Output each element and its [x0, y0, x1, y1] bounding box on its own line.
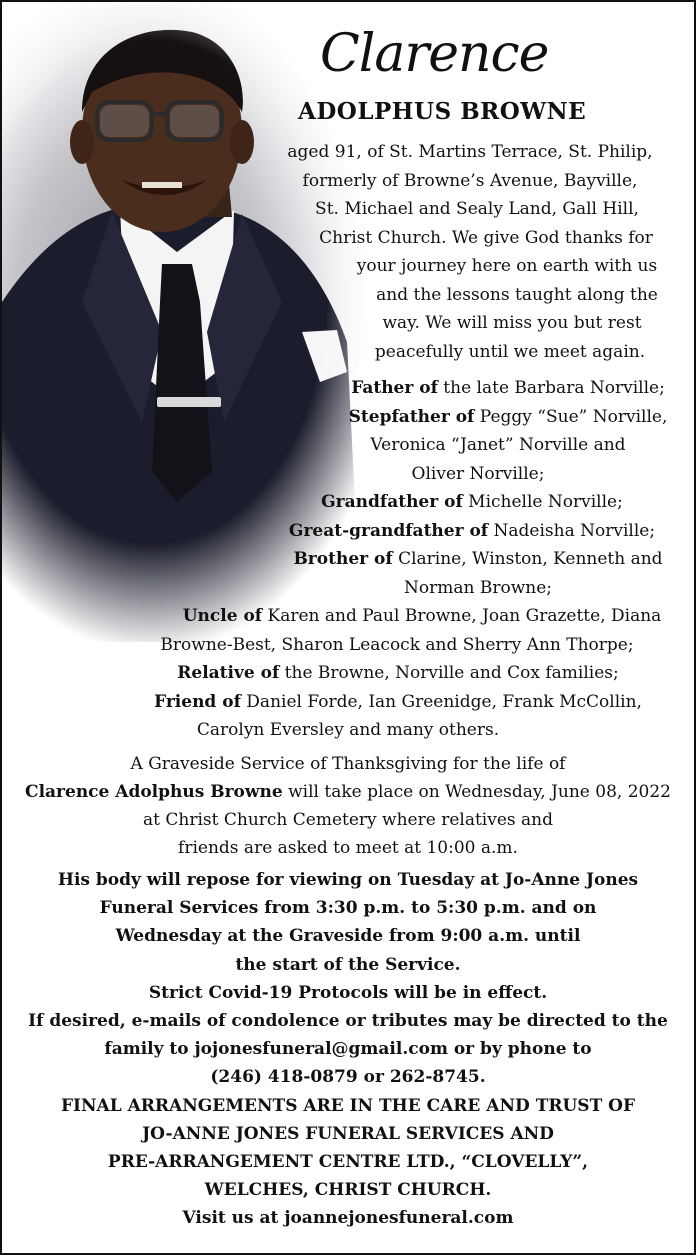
relation-label: Uncle of [182, 606, 263, 626]
relation-text: Nadeisha Norville; [488, 520, 656, 541]
arrangement-line: Wednesday at the Graveside from 9:00 a.m. until [115, 926, 581, 947]
intro-line: Christ Church. We give God thanks for [319, 227, 653, 248]
arrangement-line: the start of the Service. [235, 954, 461, 975]
relation-text: Michelle Norville; [462, 492, 623, 512]
intro-line: and the lessons taught along the [376, 284, 658, 305]
relation-label: Stepfather of [348, 406, 475, 427]
arrangement-line: JO-ANNE JONES FUNERAL SERVICES AND [142, 1123, 554, 1144]
service-line [25, 784, 671, 801]
relation-line [197, 722, 499, 739]
arrangement-line: Funeral Services from 3:30 p.m. to 5:30 p.m. and on [99, 898, 597, 919]
relation-line [177, 665, 618, 682]
service-line: A Graveside Service of Thanksgiving for the life of [130, 754, 566, 774]
relation-line [288, 520, 656, 541]
relation-text: Veronica “Janet” Norville and [370, 435, 626, 455]
relation-line [321, 494, 623, 511]
relation-line [351, 380, 665, 397]
arrangement-line: His body will repose for viewing on Tuesday at Jo-Anne Jones [57, 870, 639, 890]
service-line: friends are asked to meet at 10:00 a.m. [178, 838, 518, 858]
intro-line: peacefully until we meet again. [374, 341, 646, 362]
intro-line: St. Michael and Sealy Land, Gall Hill, [315, 199, 639, 219]
relation-line [293, 551, 662, 568]
relation-text: Oliver Norville; [411, 463, 545, 484]
arrangement-line: WELCHES, CHRIST CHURCH. [204, 1180, 492, 1201]
arrangement-line: Visit us at joannejonesfuneral.com [182, 1208, 514, 1229]
arrangement-line: (246) 418-0879 or 262-8745. [210, 1067, 486, 1088]
service-line-text: will take place on Wednesday, June 08, 2022 [282, 782, 671, 802]
relation-text: the late Barbara Norville; [437, 378, 665, 398]
arrangement-line: If desired, e-mails of condolence or tributes may be directed to the [28, 1011, 668, 1031]
intro-line: formerly of Browne’s Avenue, Bayville, [302, 170, 638, 191]
relation-label: Father of [351, 378, 438, 398]
relation-line [183, 608, 662, 625]
relation-label: Brother of [293, 549, 393, 569]
relation-line [160, 634, 634, 655]
relation-text: Karen and Paul Browne, Joan Grazette, Diana [262, 606, 662, 626]
relation-label: Grandfather of [321, 492, 463, 512]
relation-label: Relative of [177, 663, 280, 683]
arrangement-line: PRE-ARRANGEMENT CENTRE LTD., “CLOVELLY”, [107, 1152, 589, 1172]
arrangement-line: Strict Covid-19 Protocols will be in effect. [148, 982, 548, 1003]
intro-line: aged 91, of St. Martins Terrace, St. Philip, [287, 142, 653, 162]
service-line: at Christ Church Cemetery where relatives and [143, 810, 553, 830]
arrangement-line: FINAL ARRANGEMENTS ARE IN THE CARE AND TRUST OF [60, 1095, 636, 1116]
deceased-full-name: Clarence Adolphus Browne [25, 782, 283, 802]
relation-line [370, 437, 625, 454]
arrangement-line: family to jojonesfuneral@gmail.com or by phone to [104, 1039, 592, 1060]
relation-text: the Browne, Norville and Cox families; [279, 663, 619, 683]
relation-line [411, 463, 545, 484]
surname: ADOLPHUS BROWNE [298, 98, 587, 125]
intro-line: your journey here on earth with us [356, 256, 658, 276]
relation-text: Carolyn Eversley and many others. [196, 720, 500, 740]
relation-label: Great-grandfather of [288, 520, 489, 541]
relation-text: Daniel Forde, Ian Greenidge, Frank McCollin, [240, 691, 642, 712]
intro-line: way. We will miss you but rest [382, 313, 642, 333]
relation-text: Clarine, Winston, Kenneth and [392, 549, 663, 569]
relation-text: Norman Browne; [404, 577, 552, 598]
relation-line [348, 406, 668, 427]
relation-text: Browne-Best, Sharon Leacock and Sherry Ann Thorpe; [160, 634, 634, 655]
relation-line [154, 691, 642, 712]
relation-label: Friend of [154, 691, 241, 712]
first-name: Clarence [320, 24, 549, 84]
relation-line [404, 577, 552, 598]
relation-text: Peggy “Sue” Norville, [474, 406, 668, 427]
